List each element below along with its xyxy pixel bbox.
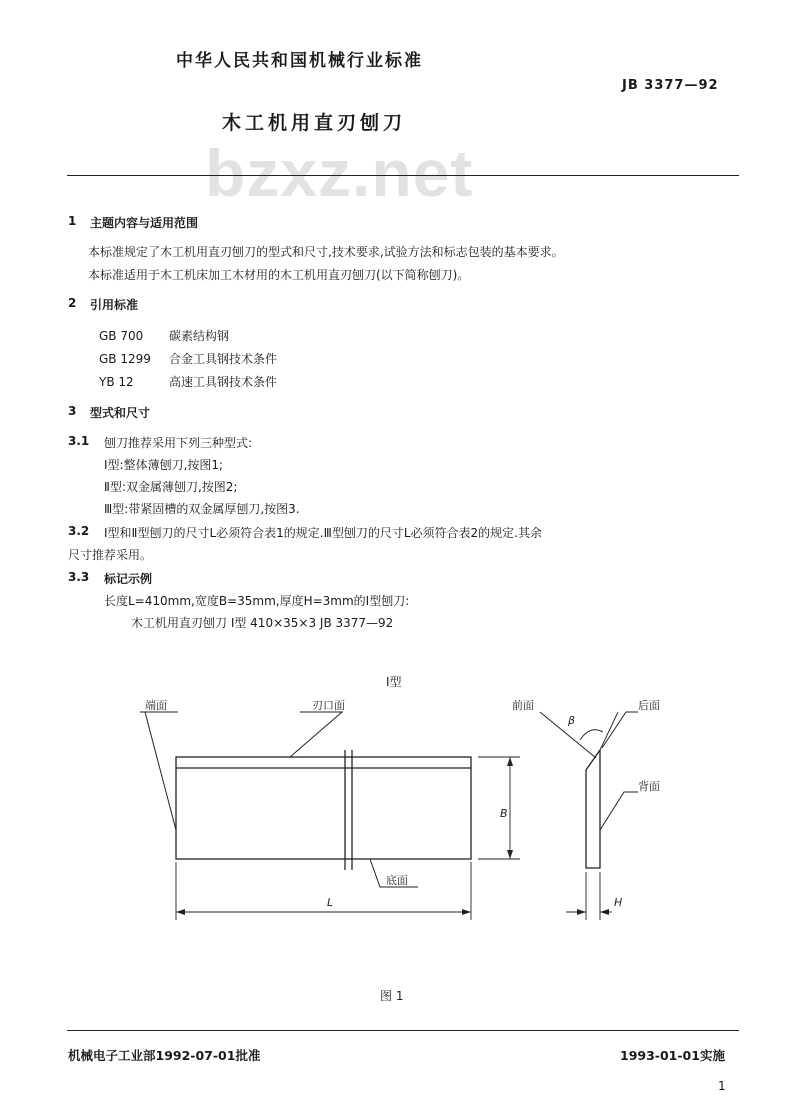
clause-3-3-title: 标记示例 [104,572,153,586]
reference-code: GB 1299 [99,352,151,366]
reference-row [99,373,277,390]
type-list-item: Ⅰ型:整体薄刨刀,按图1; [104,458,224,472]
arrowhead [577,909,586,915]
arrowhead [462,909,471,915]
section-2-title: 引用标准 [90,298,139,312]
angle-line [600,712,618,750]
clause-3-3-number: 3.3 [68,570,90,584]
section-3-number: 3 [68,404,77,418]
reference-row [99,350,277,367]
blade-side-view [586,750,600,868]
reference-name: 高速工具钢技术条件 [169,375,278,389]
header-rule [67,175,739,176]
clause-3-1-number: 3.1 [68,434,90,448]
reference-name: 碳素结构钢 [169,329,230,343]
reference-row [99,327,229,344]
figure-caption: 图 1 [380,989,404,1003]
leader-line [145,712,176,830]
dimension-label-l: L [327,896,334,909]
effective-date: 1993-01-01实施 [620,1048,725,1063]
clause-3-2-number: 3.2 [68,524,90,538]
section-3-title: 型式和尺寸 [90,406,151,420]
document-title: 木工机用直刃刨刀 [222,112,407,134]
section-1-line-2: 本标准适用于木工机床加工木材用的木工机用直刃刨刀(以下简称刨刀)。 [88,268,470,282]
approval-date: 机械电子工业部1992-07-01批准 [68,1048,261,1063]
clause-3-2-line-1: Ⅰ型和Ⅱ型刨刀的尺寸L必须符合表1的规定.Ⅲ型刨刀的尺寸L必须符合表2的规定.其余 [104,526,542,540]
arrowhead [600,909,609,915]
label-rake-face: 前面 [512,699,534,712]
dimension-label-h: H [614,896,623,909]
label-end-face: 端面 [145,699,167,712]
watermark: bzxz.net [205,136,474,210]
leader-line [290,712,342,757]
label-edge-face: 刃口面 [312,699,345,712]
figure-type-label: Ⅰ型 [386,675,402,689]
section-1-line-1: 本标准规定了木工机用直刃刨刀的型式和尺寸,技术要求,试验方法和标志包装的基本要求。 [88,245,564,259]
section-1-title: 主题内容与适用范围 [90,216,199,230]
figure-1-drawing [0,640,800,1020]
clause-3-2-line-2: 尺寸推荐采用。 [68,548,153,562]
marking-example-line-1: 长度L=410mm,宽度B=35mm,厚度H=3mm的Ⅰ型刨刀: [104,594,410,608]
section-2-number: 2 [68,296,77,310]
angle-label: β [568,714,576,727]
page-number: 1 [718,1079,726,1093]
footer-rule [67,1030,739,1031]
standard-number: JB 3377—92 [622,78,719,93]
label-top-face: 后面 [638,699,660,712]
type-list-item: Ⅱ型:双金属薄刨刀,按图2; [104,480,238,494]
arrowhead [507,757,513,766]
reference-name: 合金工具钢技术条件 [169,352,278,366]
type-list-item: Ⅲ型:带紧固槽的双金属厚刨刀,按图3. [104,502,300,516]
label-back-face: 背面 [638,780,660,793]
blade-front-view [176,757,471,859]
arrowhead [507,850,513,859]
clause-3-1-text: 刨刀推荐采用下列三种型式: [104,436,253,450]
arrowhead [176,909,185,915]
dimension-label-b: B [500,807,508,820]
reference-code: YB 12 [99,375,134,389]
leader-line [602,712,638,748]
label-bottom-face: 底面 [386,874,408,887]
reference-code: GB 700 [99,329,144,343]
angle-arc [580,730,603,740]
marking-example-line-2: 木工机用直刃刨刀 Ⅰ型 410×35×3 JB 3377—92 [131,616,394,630]
standard-category-header: 中华人民共和国机械行业标准 [176,51,423,71]
section-1-number: 1 [68,214,77,228]
leader-line [600,792,638,830]
